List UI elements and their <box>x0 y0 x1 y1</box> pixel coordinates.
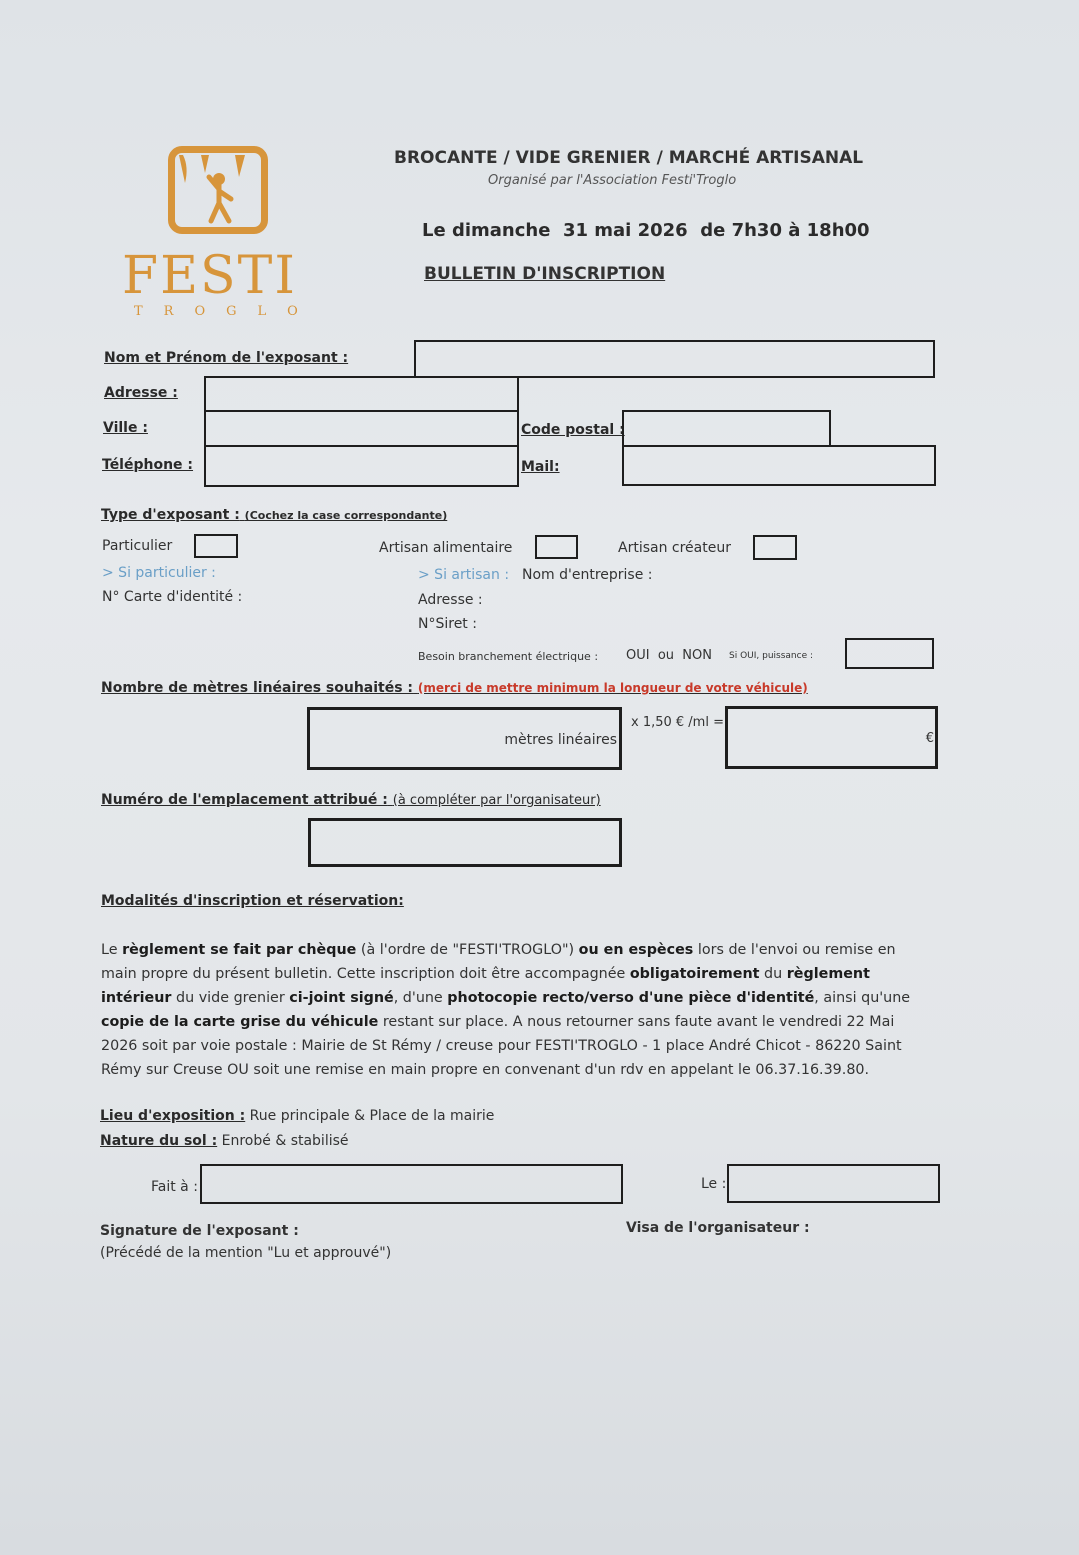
spot-field[interactable] <box>308 818 622 867</box>
organizer-visa-label: Visa de l'organisateur : <box>626 1220 810 1236</box>
address-field[interactable] <box>204 376 519 412</box>
signature-mention: (Précédé de la mention "Lu et approuvé") <box>100 1245 392 1261</box>
company-address-label: Adresse : <box>418 592 483 608</box>
logo-subtitle: TROGLO <box>134 304 319 319</box>
terms-text-3: lors de l'envoi ou remise en main propre du présent bulletin. Cette inscription doit être accompagnée <box>101 942 896 982</box>
meters-note: (merci de mettre minimum la longueur de votre véhicule) <box>417 681 808 695</box>
terms-bold-3: obligatoirement <box>629 966 760 982</box>
city-label: Ville : <box>103 420 148 436</box>
terms-bold-4: règlement intérieur <box>101 966 870 1006</box>
phone-label: Téléphone : <box>102 457 194 473</box>
if-particulier-label: > Si particulier : <box>102 565 216 581</box>
currency-symbol: € <box>925 731 934 746</box>
power-label: Si OUI, puissance : <box>729 651 814 661</box>
venue-value: Rue principale & Place de la mairie <box>245 1108 495 1124</box>
meters-unit: mètres linéaires <box>504 732 617 748</box>
spot-label <box>101 792 601 808</box>
date-label: Le : <box>701 1176 727 1192</box>
terms-text-8: restant sur place. A nous retourner sans faute avant le vendredi 22 Mai 2026 soit par voie postale : Mairie de St Rémy / creuse pour FESTI'TROGLO - 1 place André Chicot - 86220 Saint Rémy sur Creuse OU soit une remise en main propre en convenant d'un rdv en appelant le 06.37.16.39.80. <box>101 1014 902 1078</box>
company-name-label: Nom d'entreprise : <box>522 567 653 583</box>
meters-label <box>101 680 808 696</box>
postal-label: Code postal : <box>521 422 625 438</box>
terms-text-5: du vide grenier <box>171 990 290 1006</box>
power-field[interactable] <box>845 638 934 669</box>
venue-line <box>100 1108 494 1124</box>
terms-paragraph <box>101 938 933 1082</box>
made-at-field[interactable] <box>200 1164 623 1204</box>
terms-bold-5: ci-joint signé <box>289 990 394 1006</box>
terms-bold-7: copie de la carte grise du véhicule <box>101 1014 379 1030</box>
ground-label: Nature du sol : <box>100 1133 218 1149</box>
electric-label: Besoin branchement électrique : <box>418 650 599 663</box>
date-field[interactable] <box>727 1164 940 1203</box>
form-title: BULLETIN D'INSCRIPTION <box>424 264 666 284</box>
meters-field[interactable] <box>307 707 622 770</box>
name-label: Nom et Prénom de l'exposant : <box>104 350 349 366</box>
postal-field[interactable] <box>622 410 831 447</box>
terms-title: Modalités d'inscription et réservation: <box>101 893 404 909</box>
phone-field[interactable] <box>204 445 519 487</box>
siret-label: N°Siret : <box>418 616 477 632</box>
venue-label: Lieu d'exposition : <box>100 1108 246 1124</box>
spot-note: (à compléter par l'organisateur) <box>392 793 601 808</box>
name-field[interactable] <box>414 340 935 378</box>
ground-line <box>100 1133 349 1149</box>
terms-text-2: (à l'ordre de "FESTI'TROGLO") <box>356 942 579 958</box>
climber-icon <box>175 153 261 227</box>
meters-label-text: Nombre de mètres linéaires souhaités : <box>101 680 414 696</box>
if-artisan-label: > Si artisan : <box>418 567 510 583</box>
made-at-label: Fait à : <box>151 1179 198 1195</box>
exhibitor-type-hint: (Cochez la case correspondante) <box>244 509 448 522</box>
terms-text-7: , ainsi qu'une <box>814 990 911 1006</box>
terms-bold-6: photocopie recto/verso d'une pièce d'identité <box>447 990 815 1006</box>
option-artisan-createur: Artisan créateur <box>618 540 731 556</box>
event-title: BROCANTE / VIDE GRENIER / MARCHÉ ARTISANAL <box>394 148 864 168</box>
ground-value: Enrobé & stabilisé <box>217 1133 349 1149</box>
exhibitor-type-label <box>101 507 447 523</box>
oui-non-choice[interactable]: OUI ou NON <box>626 648 712 663</box>
logo-title: FESTI <box>122 246 297 306</box>
logo-frame <box>168 146 268 234</box>
city-field[interactable] <box>204 410 519 447</box>
event-date: Le dimanche 31 mai 2026 de 7h30 à 18h00 <box>422 220 870 241</box>
terms-text-1: Le <box>101 942 123 958</box>
terms-bold-2: ou en espèces <box>578 942 694 958</box>
mail-field[interactable] <box>622 445 936 486</box>
checkbox-artisan-createur[interactable] <box>753 535 797 560</box>
mail-label: Mail: <box>521 459 560 475</box>
exhibitor-type-text: Type d'exposant : <box>101 507 240 523</box>
terms-bold-1: règlement se fait par chèque <box>122 942 357 958</box>
exhibitor-signature-label: Signature de l'exposant : <box>100 1223 299 1239</box>
organizer-line: Organisé par l'Association Festi'Troglo <box>488 173 737 188</box>
address-label: Adresse : <box>104 385 178 401</box>
option-particulier: Particulier <box>102 538 173 554</box>
id-card-label: N° Carte d'identité : <box>102 589 243 605</box>
terms-text-4: du <box>759 966 787 982</box>
checkbox-artisan-alimentaire[interactable] <box>535 535 578 559</box>
spot-label-text: Numéro de l'emplacement attribué : <box>101 792 388 808</box>
total-price-field[interactable] <box>725 706 938 769</box>
checkbox-particulier[interactable] <box>194 534 238 558</box>
terms-text-6: , d'une <box>393 990 448 1006</box>
option-artisan-alimentaire: Artisan alimentaire <box>379 540 513 556</box>
price-per-meter: x 1,50 € /ml = <box>631 715 724 730</box>
